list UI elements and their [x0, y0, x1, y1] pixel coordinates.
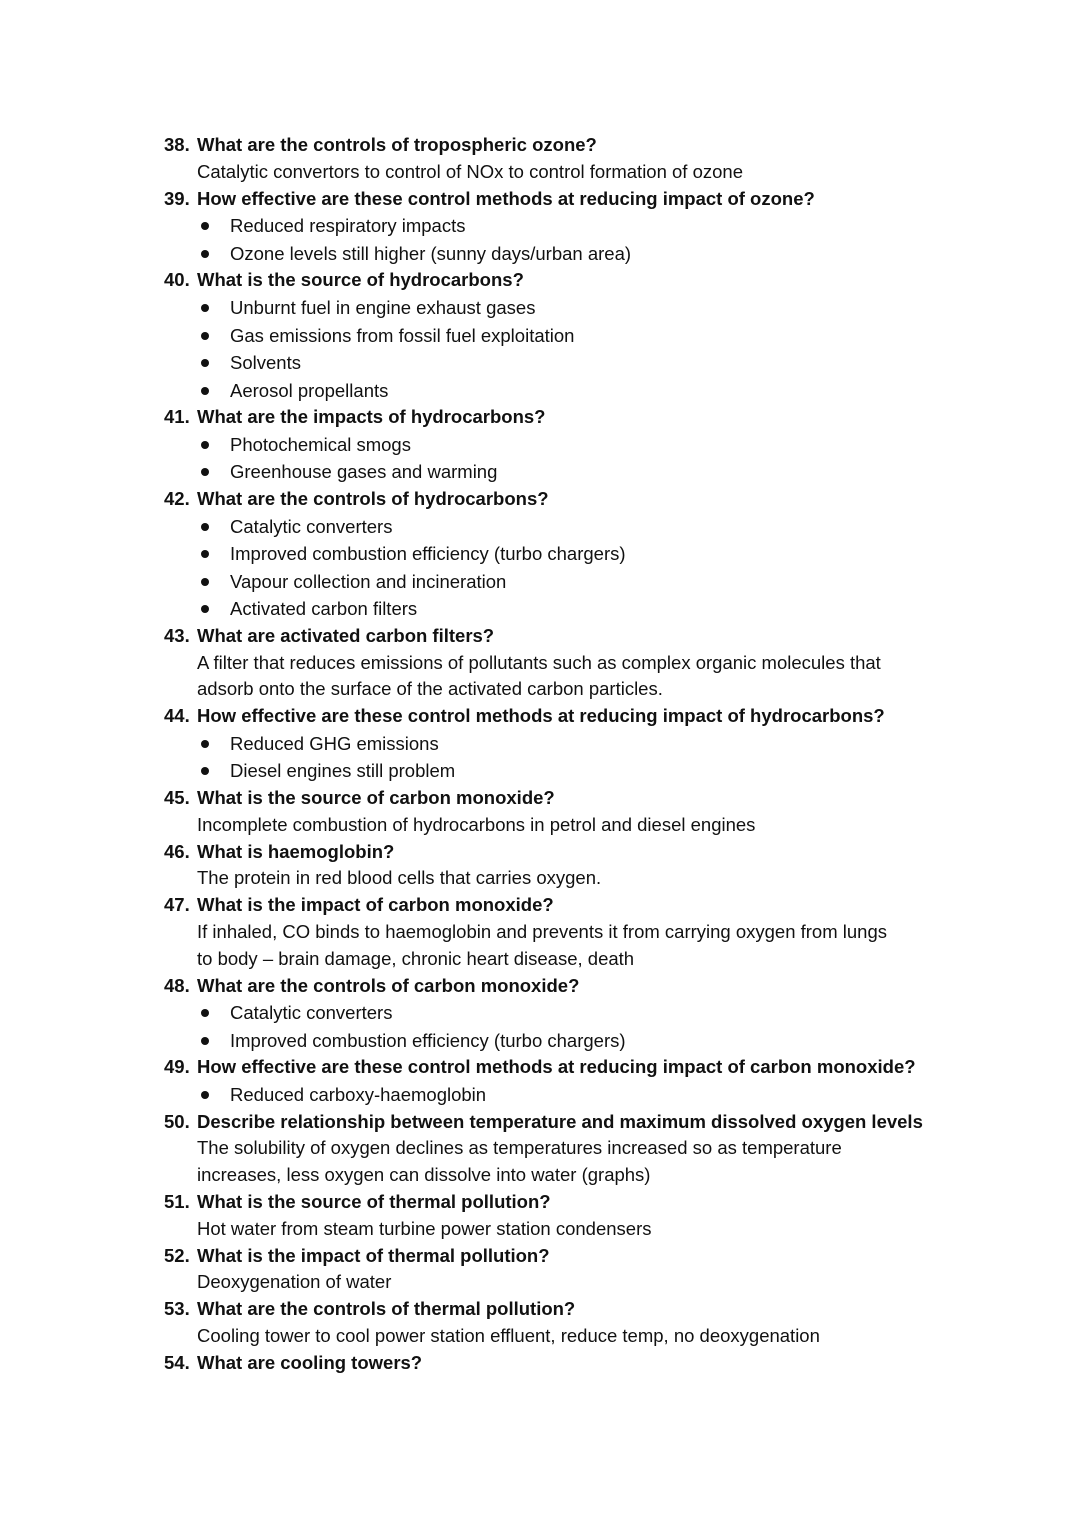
question-heading	[164, 703, 964, 730]
question-block	[164, 1243, 964, 1297]
bullet-text: Reduced respiratory impacts	[230, 215, 466, 237]
question-number: 47.	[164, 894, 190, 916]
answer-line: Deoxygenation of water	[197, 1271, 392, 1293]
bullet-item	[164, 240, 964, 268]
bullet-icon	[197, 540, 230, 568]
answer-line: adsorb onto the surface of the activated carbon particles.	[197, 678, 663, 700]
bullet-text: Greenhouse gases and warming	[230, 461, 498, 483]
bullet-item	[164, 377, 964, 405]
bullet-icon	[197, 349, 230, 377]
bullet-icon	[197, 757, 230, 785]
bullet-text: Improved combustion efficiency (turbo chargers)	[230, 543, 626, 565]
question-text: What is the source of hydrocarbons?	[197, 269, 524, 291]
question-heading	[164, 404, 964, 431]
question-heading	[164, 1054, 964, 1081]
bullet-item	[164, 294, 964, 322]
bullet-item	[164, 212, 964, 240]
bullet-text: Diesel engines still problem	[230, 760, 456, 782]
bullet-icon	[197, 212, 230, 240]
bullet-icon	[197, 1081, 230, 1109]
bullet-item	[164, 458, 964, 486]
question-heading	[164, 839, 964, 866]
bullet-text: Reduced carboxy-haemoglobin	[230, 1084, 487, 1106]
question-number: 38.	[164, 134, 190, 155]
bullet-icon	[197, 240, 230, 268]
question-block	[164, 785, 964, 839]
bullet-icon	[197, 513, 230, 541]
bullet-text: Catalytic converters	[230, 515, 393, 537]
bullet-text: Improved combustion efficiency (turbo chargers)	[230, 1029, 626, 1051]
bullet-item	[164, 431, 964, 459]
bullet-icon	[197, 431, 230, 459]
question-block	[164, 892, 964, 972]
bullet-item	[164, 595, 964, 623]
bullet-icon	[197, 999, 230, 1027]
question-number: 41.	[164, 406, 190, 428]
question-text: What are activated carbon filters?	[197, 624, 495, 646]
bullet-text: Solvents	[230, 352, 301, 374]
bullet-icon	[197, 458, 230, 486]
question-number: 51.	[164, 1191, 190, 1213]
bullet-icon	[197, 377, 230, 405]
bullet-item	[164, 999, 964, 1027]
question-block	[164, 623, 964, 703]
answer-line: Cooling tower to cool power station effluent, reduce temp, no deoxygenation	[197, 1325, 820, 1347]
question-heading	[164, 267, 964, 294]
question-block	[164, 839, 964, 893]
question-text: How effective are these control methods at reducing impact of carbon monoxide?	[197, 1056, 916, 1078]
bullet-text: Aerosol propellants	[230, 379, 389, 401]
bullet-icon	[197, 568, 230, 596]
question-number: 43.	[164, 624, 190, 646]
answer-line: The solubility of oxygen declines as temperatures increased so as temperature	[197, 1137, 842, 1159]
question-text: What are the controls of hydrocarbons?	[197, 487, 549, 509]
bullet-item	[164, 1027, 964, 1055]
question-number: 49.	[164, 1056, 190, 1078]
question-block	[164, 186, 964, 268]
bullet-text: Unburnt fuel in engine exhaust gases	[230, 297, 536, 319]
bullet-icon	[197, 322, 230, 350]
question-heading	[164, 186, 964, 213]
bullet-item	[164, 322, 964, 350]
answer-line: A filter that reduces emissions of pollutants such as complex organic molecules that	[197, 651, 881, 673]
question-text: What are the impacts of hydrocarbons?	[197, 406, 546, 428]
question-heading	[164, 973, 964, 1000]
question-heading	[164, 486, 964, 513]
question-heading	[164, 1243, 964, 1270]
bullet-item	[164, 1081, 964, 1109]
question-text: How effective are these control methods at reducing impact of ozone?	[197, 187, 815, 209]
bullet-icon	[197, 730, 230, 758]
question-number: 52.	[164, 1244, 190, 1266]
question-text: What is the impact of thermal pollution?	[197, 1244, 550, 1266]
bullet-text: Vapour collection and incineration	[230, 570, 507, 592]
question-heading	[164, 623, 964, 650]
answer-line: increases, less oxygen can dissolve into water (graphs)	[197, 1164, 651, 1186]
question-number: 45.	[164, 786, 190, 808]
question-heading	[164, 1189, 964, 1216]
question-number: 53.	[164, 1298, 190, 1320]
question-text: What are cooling towers?	[197, 1351, 423, 1373]
question-text: Describe relationship between temperature and maximum dissolved oxygen levels	[197, 1110, 923, 1132]
question-text: What is the source of carbon monoxide?	[197, 786, 555, 808]
question-heading	[164, 892, 964, 919]
bullet-text: Ozone levels still higher (sunny days/urban area)	[230, 242, 632, 264]
answer-line: Catalytic convertors to control of NOx to control formation of ozone	[197, 160, 743, 182]
question-block	[164, 973, 964, 1055]
question-number: 50.	[164, 1110, 190, 1132]
question-heading	[164, 132, 964, 159]
question-text: What are the controls of carbon monoxide?	[197, 974, 580, 996]
question-number: 46.	[164, 840, 190, 862]
question-block	[164, 703, 964, 785]
question-text: What is the source of thermal pollution?	[197, 1191, 551, 1213]
answer-line: Hot water from steam turbine power station condensers	[197, 1217, 652, 1239]
answer-line: to body – brain damage, chronic heart disease, death	[197, 947, 635, 969]
bullet-item	[164, 730, 964, 758]
question-block	[164, 267, 964, 404]
question-heading	[164, 785, 964, 812]
question-text: What is haemoglobin?	[197, 840, 395, 862]
question-text: What are the controls of thermal pollution?	[197, 1298, 576, 1320]
bullet-icon	[197, 595, 230, 623]
bullet-icon	[197, 1027, 230, 1055]
question-heading	[164, 1296, 964, 1323]
question-number: 39.	[164, 187, 190, 209]
bullet-text: Catalytic converters	[230, 1002, 393, 1024]
question-number: 40.	[164, 269, 190, 291]
answer-line: Incomplete combustion of hydrocarbons in petrol and diesel engines	[197, 813, 756, 835]
question-block	[164, 1054, 964, 1108]
question-block	[164, 1109, 964, 1189]
bullet-item	[164, 349, 964, 377]
bullet-item	[164, 513, 964, 541]
answer-line: If inhaled, CO binds to haemoglobin and prevents it from carrying oxygen from lungs	[197, 920, 888, 942]
question-number: 48.	[164, 974, 190, 996]
question-block	[164, 486, 964, 623]
question-block	[164, 1350, 964, 1377]
question-number: 44.	[164, 705, 190, 727]
bullet-text: Gas emissions from fossil fuel exploitation	[230, 324, 575, 346]
bullet-item	[164, 540, 964, 568]
bullet-text: Photochemical smogs	[230, 433, 411, 455]
question-text: What is the impact of carbon monoxide?	[197, 894, 554, 916]
question-heading	[164, 1350, 964, 1377]
bullet-icon	[197, 294, 230, 322]
question-text: How effective are these control methods at reducing impact of hydrocarbons?	[197, 705, 885, 727]
bullet-item	[164, 757, 964, 785]
bullet-item	[164, 568, 964, 596]
bullet-text: Activated carbon filters	[230, 598, 418, 620]
question-block	[164, 132, 964, 186]
question-text: What are the controls of tropospheric ozone?	[197, 134, 597, 155]
question-block	[164, 1296, 964, 1350]
question-block	[164, 404, 964, 486]
question-list	[164, 132, 964, 1377]
question-heading	[164, 1109, 964, 1136]
answer-line: The protein in red blood cells that carries oxygen.	[197, 867, 602, 889]
question-number: 54.	[164, 1351, 190, 1373]
bullet-text: Reduced GHG emissions	[230, 732, 439, 754]
question-block	[164, 1189, 964, 1243]
question-number: 42.	[164, 487, 190, 509]
